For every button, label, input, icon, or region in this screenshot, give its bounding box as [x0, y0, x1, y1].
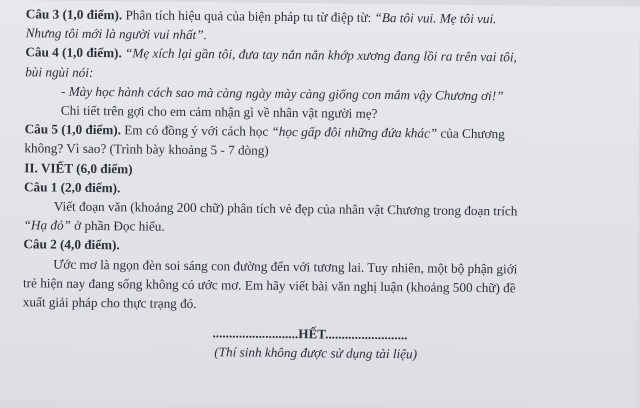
q5-text-a: Em có đồng ý với cách học: [120, 122, 272, 140]
q5-text-b: của Chương: [437, 125, 505, 142]
end-marker: ..........................HẾT.........................: [212, 325, 408, 343]
section2-heading: II. VIẾT (6,0 điểm): [24, 159, 133, 177]
q5-line2: không? Vì sao? (Trình bày khoảng 5 - 7 dòng): [24, 140, 269, 159]
q3-quote-start: “Ba tôi vui. Mẹ tôi vui.: [374, 9, 497, 27]
q5-label: Câu 5 (1,0 điểm).: [24, 121, 122, 138]
q5-quote: “học gấp đôi những đứa khác”: [271, 124, 438, 141]
q4-question: Chi tiết trên gợi cho em cảm nhận gì về nhân vật người mẹ?: [60, 102, 378, 121]
s2-c1-line1: Viết đoạn văn (khoảng 200 chữ) phân tích vẻ đẹp của nhân vật Chương trong đoạn trích: [53, 198, 518, 219]
s2-c2-label: Câu 2 (4,0 điểm).: [23, 236, 120, 253]
s2-c1-label: Câu 1 (2,0 điểm).: [23, 179, 121, 196]
q3-label: Câu 3 (1,0 điểm).: [25, 6, 123, 23]
footer-note: (Thí sinh không được sử dụng tài liệu): [214, 344, 418, 362]
s2-c1-line2-rest: ở phần Đọc hiểu.: [70, 217, 165, 234]
q4-label: Câu 4 (1,0 điểm).: [25, 44, 122, 61]
q3-line2: Nhưng tôi mới là người vui nhất”.: [25, 25, 207, 43]
q3-text: Phân tích hiệu quả của biện pháp tu từ điệp từ:: [122, 7, 375, 25]
q4-line2: bùi ngùi nói:: [25, 63, 94, 80]
q4-quote-start: “Mẹ xích lại gần tôi, đưa tay nắn nắn khớp xương đang lồi ra trên vai tôi,: [121, 45, 517, 65]
s2-c1-quote: “Hạ đỏ”: [23, 217, 72, 233]
q4-quote: - Mày học hành cách sao mà càng ngày mày càng giống con mắm vậy Chương ơi!”: [60, 83, 504, 104]
s2-c2-line2: trẻ hiện nay đang sống không có ước mơ. Em hãy viết bài văn nghị luận (khoảng 500 chữ) đề: [22, 275, 516, 296]
s2-c2-line3: xuất giải pháp cho thực trạng đó.: [22, 294, 197, 312]
s2-c2-line1: Ước mơ là ngọn đèn soi sáng con đường đến với tương lai. Tuy nhiên, một bộ phận giới: [53, 256, 518, 277]
